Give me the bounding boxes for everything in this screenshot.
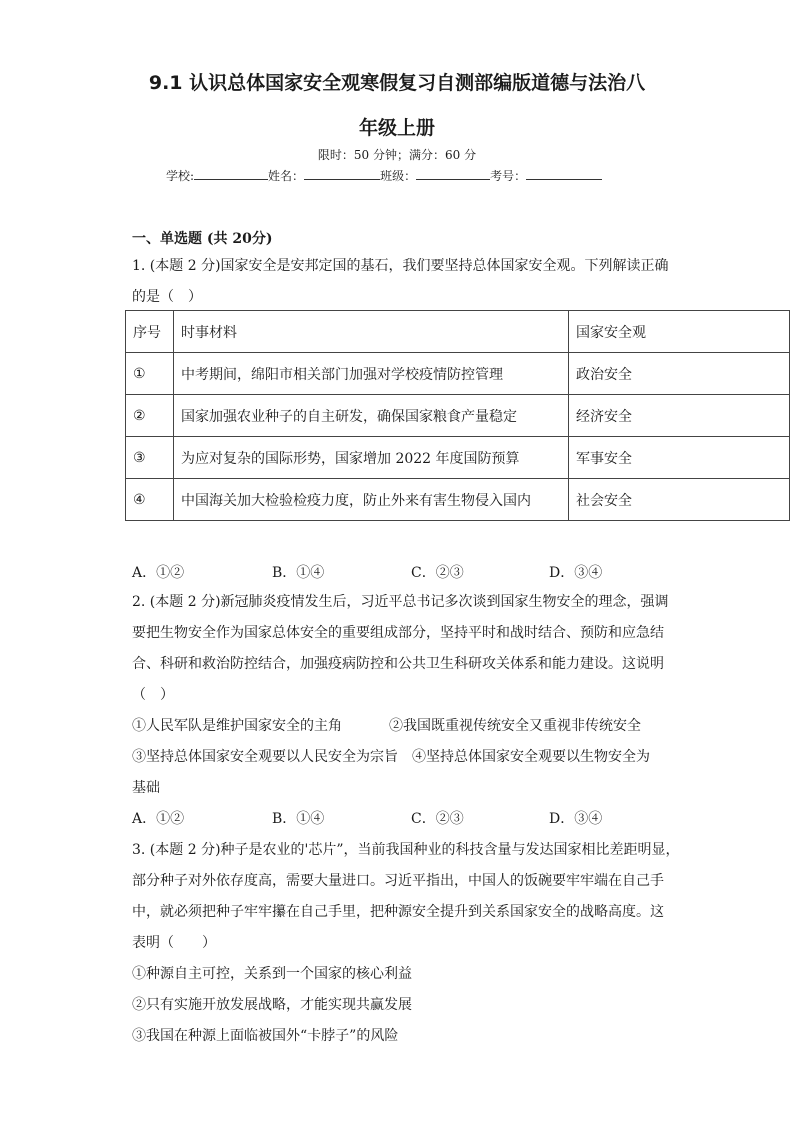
q3-statement-1: ①种源自主可控，关系到一个国家的核心利益 bbox=[132, 966, 412, 982]
class-blank[interactable] bbox=[416, 166, 490, 180]
q1-option-c[interactable]: C．②③ bbox=[411, 565, 464, 581]
exam-number-blank[interactable] bbox=[526, 166, 602, 180]
q2-option-a[interactable]: A．①② bbox=[132, 811, 185, 827]
q3-stem-line2: 部分种子对外依存度高，需要大量进口。习近平指出，中国人的饭碗要牢牢端在自己手 bbox=[132, 873, 664, 889]
q3-statement-3: ③我国在种源上面临被国外“卡脖子”的风险 bbox=[132, 1028, 399, 1044]
page-title-line2: 年级上册 bbox=[358, 117, 435, 139]
table-header-cell: 时事材料 bbox=[174, 311, 569, 353]
table-cell-index: ④ bbox=[126, 479, 174, 521]
q2-stem-line3: 合、科研和救治防控结合，加强疫病防控和公共卫生科研攻关体系和能力建设。这说明 bbox=[132, 656, 664, 672]
table-cell-security: 社会安全 bbox=[569, 479, 790, 521]
q2-statement-4: ④坚持总体国家安全观要以生物安全为 bbox=[412, 749, 650, 765]
student-info-line bbox=[166, 166, 602, 184]
name-blank[interactable] bbox=[304, 166, 380, 180]
table-cell-material: 为应对复杂的国际形势，国家增加 2022 年度国防预算 bbox=[174, 437, 569, 479]
table-cell-index: ③ bbox=[126, 437, 174, 479]
q2-stem-line2: 要把生物安全作为国家总体安全的重要组成部分，坚持平时和战时结合、预防和应急结 bbox=[132, 625, 664, 641]
page-title-line1: 9.1 认识总体国家安全观寒假复习自测部编版道德与法治八 bbox=[148, 72, 646, 94]
table-header-cell: 国家安全观 bbox=[569, 311, 790, 353]
q3-stem-line1: 3. (本题 2 分)种子是农业的'芯片”，当前我国种业的科技含量与发达国家相比差距明显， bbox=[132, 842, 680, 858]
q1-option-d[interactable]: D．③④ bbox=[549, 565, 603, 581]
q2-statement-4-cont: 基础 bbox=[132, 780, 160, 796]
table-cell-material: 中考期间，绵阳市相关部门加强对学校疫情防控管理 bbox=[174, 353, 569, 395]
school-blank[interactable] bbox=[194, 166, 268, 180]
exam-number-label: 考号： bbox=[490, 169, 527, 183]
time-limit: 限时：50 分钟；满分：60 分 bbox=[317, 148, 477, 162]
table-cell-index: ② bbox=[126, 395, 174, 437]
table-cell-material: 国家加强农业种子的自主研发，确保国家粮食产量稳定 bbox=[174, 395, 569, 437]
table-cell-index: ① bbox=[126, 353, 174, 395]
q2-option-b[interactable]: B．①④ bbox=[272, 811, 325, 827]
table-row bbox=[126, 395, 790, 437]
table-row bbox=[126, 479, 790, 521]
q2-stem-line1: 2. (本题 2 分)新冠肺炎疫情发生后，习近平总书记多次谈到国家生物安全的理念，强调 bbox=[132, 594, 669, 610]
q1-option-a[interactable]: A．①② bbox=[132, 565, 185, 581]
q3-stem-line4: 表明（ ） bbox=[132, 935, 216, 951]
q3-statement-2: ②只有实施开放发展战略，才能实现共赢发展 bbox=[132, 997, 412, 1013]
table-cell-material: 中国海关加大检验检疫力度，防止外来有害生物侵入国内 bbox=[174, 479, 569, 521]
q2-option-d[interactable]: D．③④ bbox=[549, 811, 603, 827]
q1-table bbox=[125, 310, 790, 521]
table-cell-security: 军事安全 bbox=[569, 437, 790, 479]
table-header-cell: 序号 bbox=[126, 311, 174, 353]
class-label: 班级： bbox=[380, 169, 417, 183]
table-cell-security: 经济安全 bbox=[569, 395, 790, 437]
q1-stem-line1: 1. (本题 2 分)国家安全是安邦定国的基石，我们要坚持总体国家安全观。下列解读正确 bbox=[132, 258, 669, 274]
q2-stem-line4: （ ） bbox=[132, 687, 174, 703]
q2-statement-3: ③坚持总体国家安全观要以人民安全为宗旨 bbox=[132, 749, 398, 765]
table-header-row bbox=[126, 311, 790, 353]
q1-option-b[interactable]: B．①④ bbox=[272, 565, 325, 581]
q3-stem-line3: 中，就必须把种子牢牢攥在自己手里，把种源安全提升到关系国家安全的战略高度。这 bbox=[132, 904, 664, 920]
name-label: 姓名： bbox=[268, 169, 305, 183]
table-row bbox=[126, 437, 790, 479]
q2-statement-1: ①人民军队是维护国家安全的主角 bbox=[132, 718, 342, 734]
q1-stem-line2: 的是（ ） bbox=[132, 289, 202, 305]
school-label: 学校: bbox=[166, 169, 195, 183]
q2-option-c[interactable]: C．②③ bbox=[411, 811, 464, 827]
table-row bbox=[126, 353, 790, 395]
q2-statement-2: ②我国既重视传统安全又重视非传统安全 bbox=[389, 718, 641, 734]
section-heading: 一、单选题 (共 20分) bbox=[132, 231, 273, 247]
table-cell-security: 政治安全 bbox=[569, 353, 790, 395]
